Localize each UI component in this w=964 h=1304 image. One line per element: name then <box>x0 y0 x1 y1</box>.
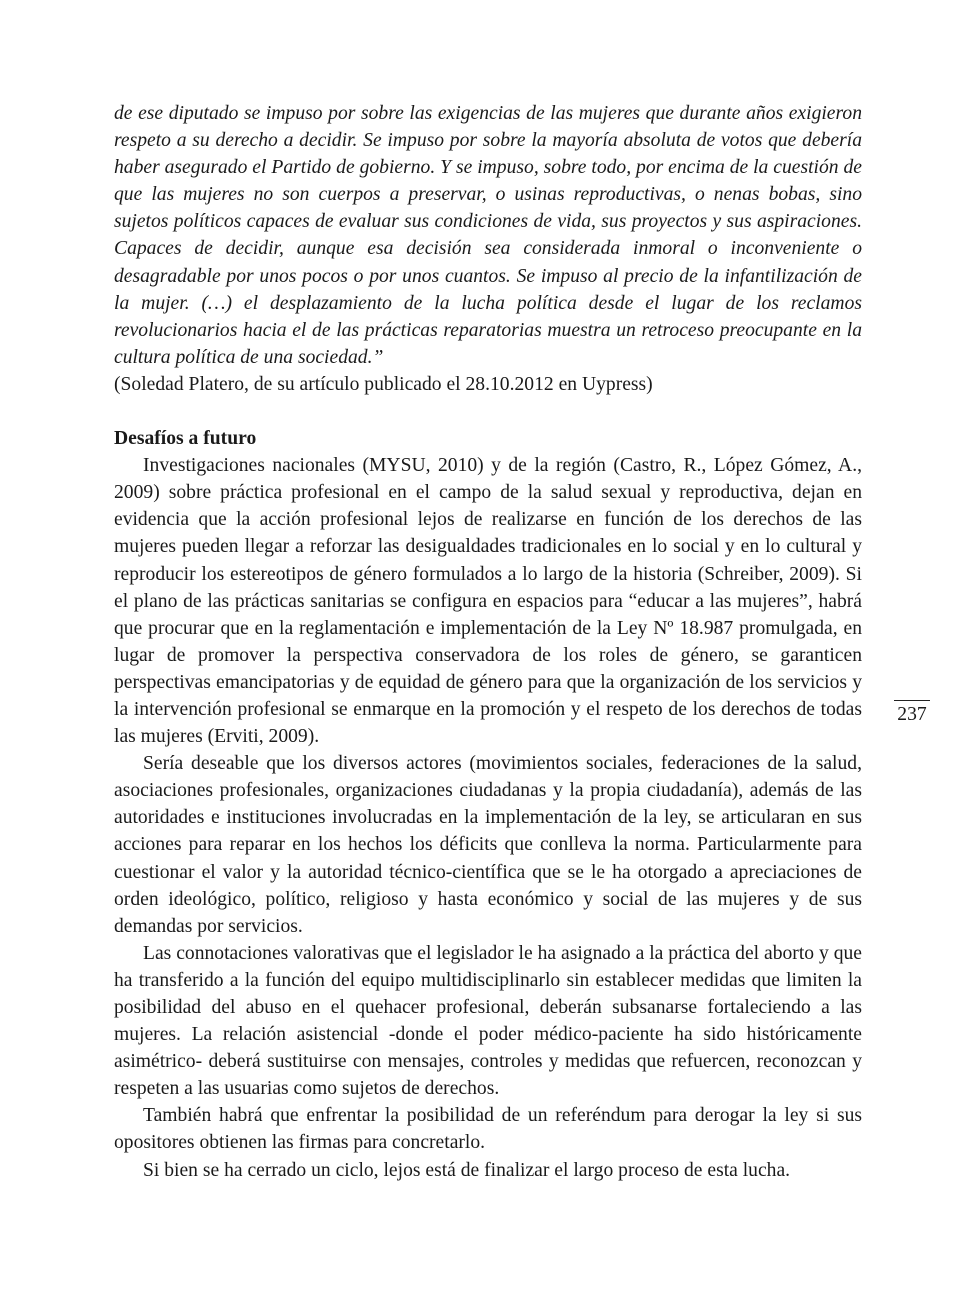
quote-source: (Soledad Platero, de su artículo publicado el 28.10.2012 en Uypress) <box>114 373 653 395</box>
paragraph: También habrá que enfrentar la posibilidad de un referéndum para derogar la ley si sus opositores obtienen las firmas para concretarlo. <box>114 1105 862 1154</box>
page-body <box>114 100 862 1184</box>
quote-text: de ese diputado se impuso por sobre las exigencias de las mujeres que durante años exigieron respeto a su derecho a decidir. Se impuso por sobre la mayoría absoluta de votos que debería haber asegurado el Partido de gobierno. Y se impuso, sobre todo, por encima de la cuestión de que las mujeres no son cuerpos a preservar, o usinas reproductivas, o nenas bobas, sino sujetos políticos capaces de evaluar sus condiciones de vida, sus proyectos y sus aspiraciones. Capaces de decidir, aunque esa decisión sea considerada inmoral o inconveniente o desagradable por unos pocos o por unos cuantos. Se impuso al precio de la infantilización de la mujer. (…) el desplazamiento de la lucha política desde el lugar de los reclamos revolucionarios hacia el de las prácticas reparatorias muestra un retroceso preocupante en la cultura política de una sociedad.” <box>114 103 862 368</box>
paragraph: Las connotaciones valorativas que el legislador le ha asignado a la práctica del aborto y que ha transferido a la función del equipo multidisciplinarlo sin establecer medidas que limiten la posibilidad del abuso en el quehacer profesional, deberán subsanarse fortaleciendo a las mujeres. La relación asistencial -donde el poder médico-paciente ha sido históricamente asimétrico- deberá sustituirse con mensajes, controles y medidas que refuercen, reconozcan y respeten a las usuarias como sujetos de derechos. <box>114 942 862 1100</box>
paragraph: Sería deseable que los diversos actores (movimientos sociales, federaciones de la salud, asociaciones profesionales, organizaciones ciudadanas y la propia ciudadanía), además de las autoridades e instituciones involucradas en la implementación de la ley, se articularan en sus acciones para reparar en los hechos los déficits que conlleva la norma. Particularmente para cuestionar el valor y la autoridad técnico-científica que se le ha otorgado a apreciaciones de orden ideológico, político, religioso y hasta económico y social de las mujeres y de sus demandas por servicios. <box>114 753 862 937</box>
page-number-rule <box>894 700 930 701</box>
paragraph: Investigaciones nacionales (MYSU, 2010) y de la región (Castro, R., López Gómez, A., 2009) sobre práctica profesional en el campo de la salud sexual y reproductiva, dejan en evidencia que la acción profesional lejos de realizarse en función de los derechos de las mujeres pueden llegar a reforzar las desigualdades tradicionales en lo social y en lo cultural y reproducir los estereotipos de género formulados a lo largo de la historia (Schreiber, 2009). Si el plano de las prácticas sanitarias se configura en espacios para “educar a las mujeres”, habrá que procurar que en la reglamentación e implementación de la Ley Nº 18.987 promulgada, en lugar de promover la perspectiva conservadora de los roles de género, se garanticen perspectivas emancipatorias y de equidad de género para que la organización de los servicios y la intervención profesional se enmarque en la promoción y el respeto de los derechos de todas las mujeres (Erviti, 2009). <box>114 455 862 748</box>
paragraph: Si bien se ha cerrado un ciclo, lejos está de finalizar el largo proceso de esta lucha. <box>143 1159 791 1181</box>
section-title: Desafíos a futuro <box>114 428 257 450</box>
page-number-block <box>894 700 930 727</box>
page-number: 237 <box>897 704 927 725</box>
